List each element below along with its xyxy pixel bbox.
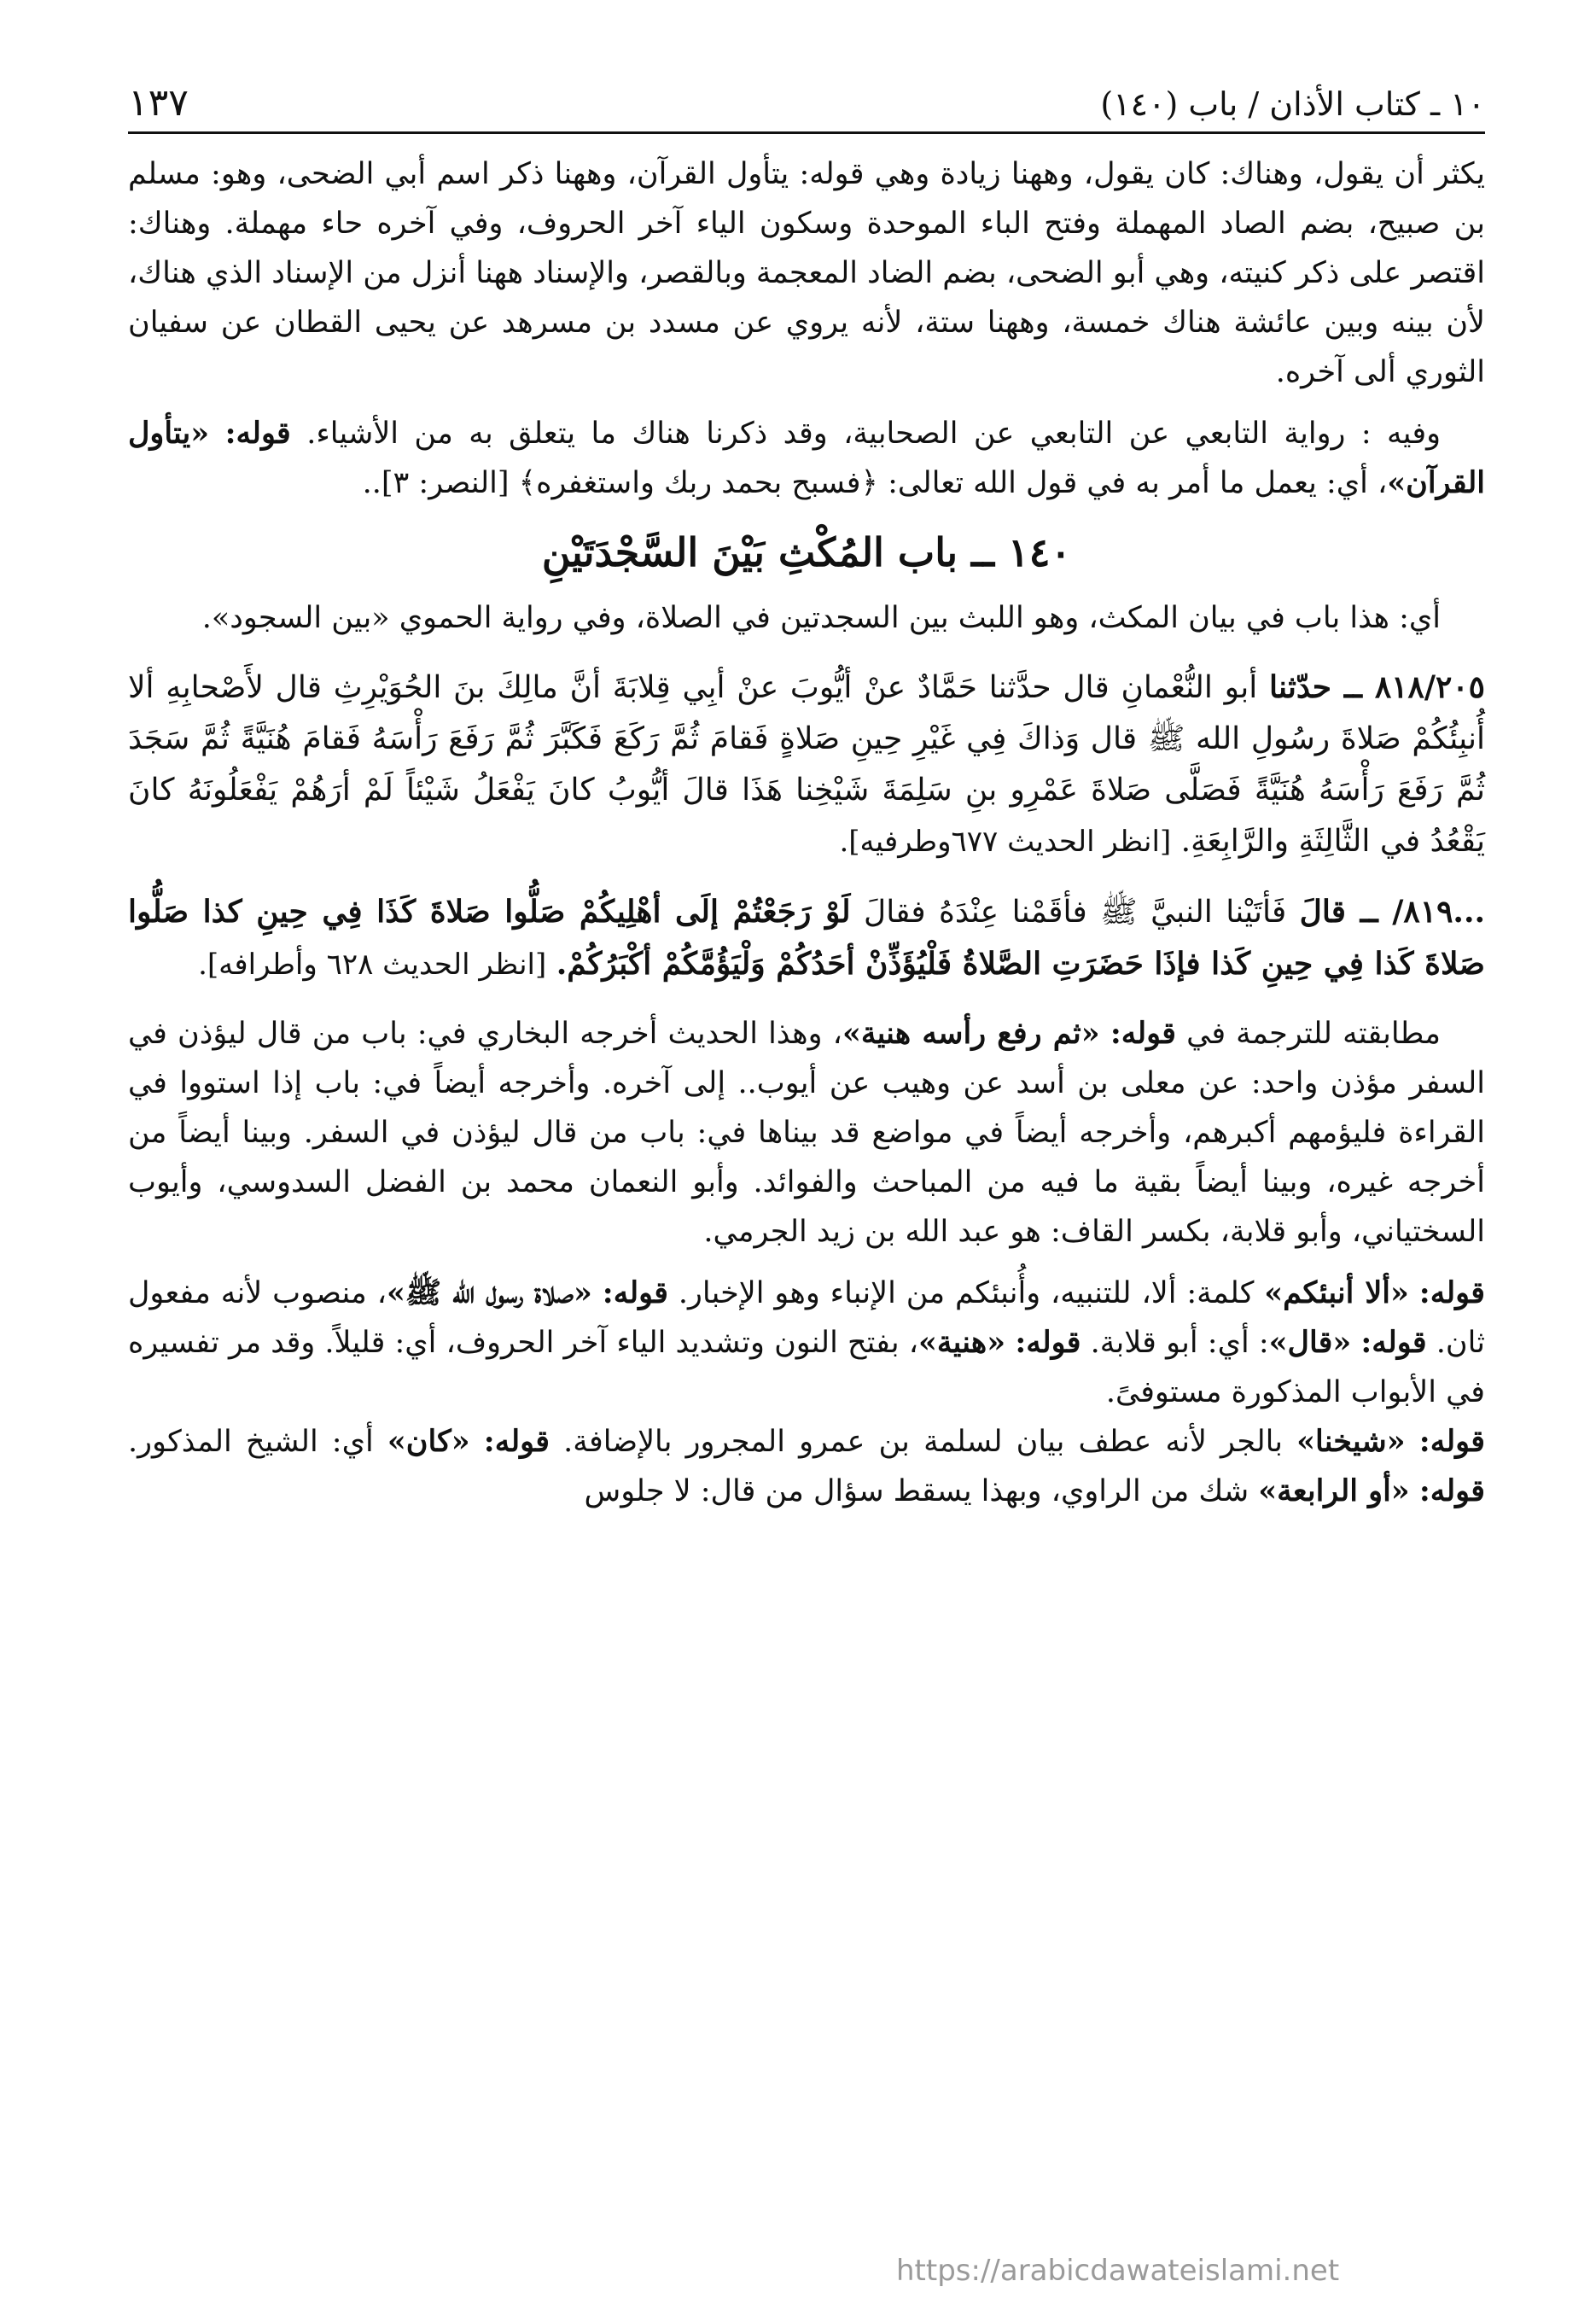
text-span: ، أي: يعمل ما أمر به في قول الله تعالى: ﴿فسبح بحمد ربك واستغفره﴾ [النصر: ٣].. bbox=[362, 466, 1388, 500]
hadith-819 bbox=[128, 886, 1485, 990]
hadith-text: فَأتَيْنا النبيَّ ﷺ فأقَمْنا عِنْدَهُ فقالَ bbox=[864, 895, 1287, 930]
text-span: أي: الشيخ المذكور. bbox=[128, 1425, 387, 1459]
running-header bbox=[128, 81, 1485, 134]
hadith-reference: [انظر الحديث ٦٢٨ وأطرافه]. bbox=[198, 948, 547, 982]
watermark-url: https://arabicdawateislami.net bbox=[896, 2254, 1340, 2288]
text-span: وفيه : رواية التابعي عن التابعي عن الصحابية، وقد ذكرنا هناك ما يتعلق به من الأشياء. bbox=[306, 417, 1441, 451]
hadith-818 bbox=[128, 662, 1485, 867]
bold-quote: «هنية» bbox=[918, 1325, 1006, 1360]
bold-quote: «قال» bbox=[1268, 1325, 1352, 1360]
bold-label: قوله: bbox=[1418, 1275, 1485, 1310]
paragraph-5 bbox=[128, 1269, 1485, 1417]
bold-label: قوله: bbox=[1015, 1325, 1081, 1360]
bold-label: قوله: bbox=[224, 416, 291, 451]
hadith-text-bold: لَوْ رَجَعْتُمْ إلَى أهْلِيكُمْ صَلُّوا صَلاةَ كَذَا فِي حِينِ كذا صَلُّوا صَلاةَ كَذا فِي حِينِ كَذا فإذَا حَضَرَتِ الصَّلاةُ فَلْيُؤَذِّنْ أحَدُكُمْ وَلْيَؤُمَّكُمْ أكْبَرُكُمْ. bbox=[128, 894, 1485, 982]
chapter-title: ١٤٠ ــ باب المُكْثِ بَيْنَ السَّجْدَتَيْنِ bbox=[541, 529, 1072, 575]
book-page bbox=[128, 81, 1485, 2301]
bold-quote: «شيخنا» bbox=[1296, 1424, 1406, 1459]
paragraph-2 bbox=[128, 409, 1485, 508]
bold-quote: «صلاة رسول الله ﷺ» bbox=[387, 1275, 592, 1310]
hadith-text: أبو النُّعْمانِ قال حدَّثنا حَمَّادٌ عنْ أيُّوبَ عنْ أبِي قِلابَةَ أنَّ مالِكَ بنَ الحُوَيْرِثِ قال لأَصْحابِهِ ألا أُنبِئُكُمْ صَلاةَ رسُولِ الله ﷺ قال وَذاكَ فِي غَيْرِ حِينِ صَلاةٍ فَقامَ ثُمَّ رَكَعَ فَكَبَّرَ ثُمَّ رَفَعَ رَأْسَهُ فَقامَ هُنَيَّةً ثُمَّ سَجَدَ ثُمَّ رَفَعَ رَأْسَهُ هُنَيَّةً فَصَلَّى صَلاةَ عَمْرِو بنِ سَلِمَةَ شَيْخِنا هَذَا قالَ أيُّوبُ كانَ يَفْعَلُ شَيْئاً لَمْ أرَهُمْ يَفْعَلُونَهُ كانَ يَقْعُدُ في الثَّالِثَةِ والرَّابِعَةِ. bbox=[128, 670, 1485, 859]
page-number: ١٣٧ bbox=[128, 81, 189, 125]
bold-label: قوله: bbox=[1110, 1016, 1176, 1051]
paragraph-3: أي: هذا باب في بيان المكث، وهو اللبث بين السجدتين في الصلاة، وفي رواية الحموي «بين السجود». bbox=[201, 601, 1441, 635]
text-span: : أي: أبو قلابة. bbox=[1090, 1326, 1269, 1360]
text-span: ، وهذا الحديث أخرجه البخاري في: باب من قال ليؤذن في السفر مؤذن واحد: عن معلى بن أسد عن وهيب عن أيوب.. إلى آخره. وأخرجه أيضاً في: باب إذا استووا في القراءة فليؤمهم أكبرهم، وأخرجه أيضاً في مواضع قد بيناها في: باب من قال ليؤذن في السفر. وبينا أيضاً من أخرجه غيره، وبينا أيضاً بقية ما فيه من المباحث والفوائد. وأبو النعمان محمد بن الفضل السدوسي، وأيوب السختياني، وأبو قلابة، بكسر القاف: هو عبد الله بن زيد الجرمي. bbox=[128, 1017, 1485, 1249]
text-span: شك من الراوي، وبهذا يسقط سؤال من قال: لا جلوس bbox=[584, 1474, 1259, 1508]
chapter-header-title: ١٠ ـ كتاب الأذان / باب (١٤٠) bbox=[1100, 85, 1485, 123]
paragraph-4 bbox=[128, 1009, 1485, 1257]
bold-label: قوله: bbox=[1360, 1325, 1427, 1360]
text-span: كلمة: ألا، للتنبيه، وأُنبئكم من الإنباء وهو الإخبار. bbox=[678, 1276, 1265, 1310]
page-body bbox=[128, 149, 1485, 1516]
text-span: مطابقته للترجمة في bbox=[1186, 1017, 1441, 1051]
hadith-reference: [انظر الحديث ٦٧٧وطرفيه]. bbox=[839, 825, 1172, 859]
hadith-number: ٨١٨/٢٠٥ ــ حدّثنا bbox=[1269, 669, 1485, 705]
bold-quote: «أو الرابعة» bbox=[1258, 1473, 1410, 1508]
paragraph-6 bbox=[128, 1417, 1485, 1516]
bold-quote: «كان» bbox=[387, 1424, 470, 1459]
bold-label: قوله: bbox=[483, 1424, 550, 1459]
bold-quote: «ثم رفع رأسه هنية» bbox=[842, 1016, 1100, 1051]
bold-label: قوله: bbox=[1418, 1473, 1485, 1508]
bold-quote: «يتأول القرآن» bbox=[128, 416, 1485, 500]
text-span: ، بفتح النون وتشديد الياء آخر الحروف، أي: قليلاً. وقد مر تفسيره في الأبواب المذكورة مستوفىً. bbox=[128, 1326, 1485, 1409]
hadith-number: ...٨١٩/ ــ قالَ bbox=[1299, 894, 1486, 930]
text-span: بالجر لأنه عطف بيان لسلمة بن عمرو المجرور بالإضافة. bbox=[563, 1425, 1297, 1459]
bold-label: قوله: bbox=[1418, 1424, 1485, 1459]
paragraph-1: يكثر أن يقول، وهناك: كان يقول، وههنا زيادة وهي قوله: يتأول القرآن، وههنا ذكر اسم أبي الضحى، وهو: مسلم بن صبيح، بضم الصاد المهملة وفتح الباء الموحدة وسكون الياء آخر الحروف، وفي آخره حاء مهملة. وهناك: اقتصر على ذكر كنيته، وهي أبو الضحى، بضم الضاد المعجمة وبالقصر، والإسناد ههنا أنزل من الإسناد الذي هناك، لأن بينه وبين عائشة هناك خمسة، وههنا ستة، لأنه يروي عن مسدد بن مسرهد عن يحيى القطان عن سفيان الثوري ألى آخره. bbox=[128, 157, 1485, 389]
bold-quote: «ألا أنبئكم» bbox=[1264, 1275, 1409, 1310]
text-span: ، منصوب لأنه مفعول ثان. bbox=[128, 1276, 1485, 1360]
bold-label: قوله: bbox=[602, 1275, 668, 1310]
